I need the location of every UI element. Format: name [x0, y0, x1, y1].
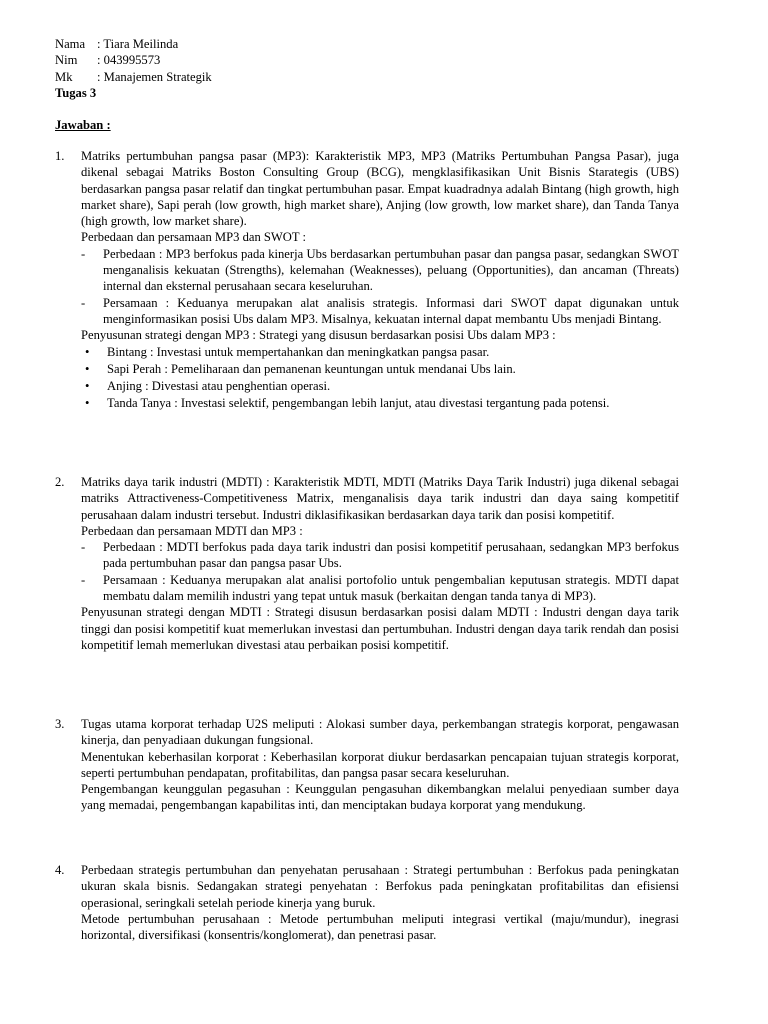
- tugas-title: Tugas 3: [55, 85, 97, 100]
- dash-text: Perbedaan : MDTI berfokus pada daya tarik industri dan posisi kompetitif perusahaan, sedangkan MP3 berfokus pada pertumbuhan pasar dan pangsa pasar Ubs.: [103, 540, 679, 571]
- bullet-dot-icon: •: [85, 361, 90, 376]
- item-number: 3.: [55, 717, 65, 731]
- item-number: 2.: [55, 475, 65, 489]
- nama-label: Nama: [55, 37, 86, 51]
- paragraph: Menentukan keberhasilan korporat : Keberhasilan korporat diukur berdasarkan pencapaian tujuan strategis korporat, seperti pertumbuhan pendapatan, profitabilitas, dan pangsa pasar secara keseluruhan.: [81, 749, 679, 780]
- mk-row: [55, 69, 212, 85]
- student-header: [55, 36, 212, 101]
- dash-marker: -: [81, 246, 86, 261]
- bullet-list: [81, 344, 679, 412]
- nim-label: Nim: [55, 53, 78, 68]
- dash-item-perbedaan: [81, 246, 679, 295]
- nama-value: : Tiara Meilinda: [97, 37, 179, 51]
- dash-item-persamaan: [81, 295, 679, 328]
- strategy-heading: Penyusunan strategi dengan MP3 : Strategi yang disusun berdasarkan posisi Ubs dalam MP3 :: [81, 328, 556, 343]
- bullet-text: Tanda Tanya : Investasi selektif, pengembangan lebih lanjut, atau divestasi tergantung pada potensi.: [107, 396, 610, 411]
- compare-heading: Perbedaan dan persamaan MDTI dan MP3 :: [81, 523, 303, 538]
- paragraph: Perbedaan strategis pertumbuhan dan penyehatan perusahaan : Strategi pertumbuhan : Berfokus pada peningkatan ukuran skala bisnis. Sedangakan strategi penyehatan : Berfokus pada peningkatan profitabilitas dan efisiensi operasional, seringkali setelah periode kinerja yang buruk.: [81, 863, 679, 910]
- answer-item-2: [55, 474, 679, 653]
- item-body: [81, 148, 679, 412]
- bullet-item: [81, 395, 679, 411]
- bullet-text: Bintang : Investasi untuk mempertahankan dan meningkatkan pangsa pasar.: [107, 344, 490, 359]
- dash-text: Persamaan : Keduanya merupakan alat analisi portofolio untuk pengembalian keputusan strategis. MDTI dapat membatu dalam memilih industri yang tepat untuk masuk (berkaitan dengan tanda tanya di MP3).: [103, 572, 679, 604]
- item-intro: Matriks pertumbuhan pangsa pasar (MP3): Karakteristik MP3, MP3 (Matriks Pertumbuhan Pangsa Pasar), juga dikenal sebagai Matriks Boston Consulting Group (BCG), mengklasifikasikan Unit Bisnis Starategis (UBS) berdasarkan pangsa pasar relatif dan tingkat pertumbuhan pasar. Empat kuadradnya adalah Bintang (high growth, high market share), Sapi perah (low growth, high market share), Anjing (low growth, low market share), dan Tanda Tanya (high growth, low market share).: [81, 149, 679, 229]
- dash-text: Persamaan : Keduanya merupakan alat analisis strategis. Informasi dari SWOT dapat digunakan untuk menginformasikan posisi Ubs dalam MP3. Misalnya, kekuatan internal dapat membantu Ubs menjadi Bintang.: [103, 295, 679, 326]
- bullet-text: Sapi Perah : Pemeliharaan dan pemanenan keuntungan untuk mendanai Ubs lain.: [107, 361, 516, 376]
- answer-item-1: [55, 148, 679, 413]
- bullet-dot-icon: •: [85, 396, 90, 411]
- item-intro: Matriks daya tarik industri (MDTI) : Karakteristik MDTI, MDTI (Matriks Daya Tarik Industri) juga dikenal sebagai matriks Attractiveness-Competitiveness Matrix, menganalisis daya tarik industri dan daya saing kompetitif perusahaan dalam industri tersebut. Industri diklasifikasikan berdasarkan daya tarik dan posisi kompetitif.: [81, 475, 679, 522]
- mk-label: Mk: [55, 69, 73, 84]
- nama-row: [55, 36, 212, 52]
- bullet-dot-icon: •: [85, 379, 90, 394]
- bullet-item: [81, 378, 679, 394]
- paragraph: Pengembangan keunggulan pegasuhan : Keunggulan pengasuhan dikembangkan melalui penyediaan sumber daya yang memadai, pengembangan kapabilitas inti, dan menciptakan budaya korporat yang mendukung.: [81, 782, 679, 813]
- item-body: [81, 716, 679, 814]
- jawaban-heading: Jawaban :: [55, 118, 111, 132]
- answer-item-4: [55, 862, 679, 943]
- bullet-item: [81, 344, 679, 360]
- paragraph: Tugas utama korporat terhadap U2S meliputi : Alokasi sumber daya, perkembangan strategis korporat, pengawasan kinerja, dan penyadiaan dukungan fungsional.: [81, 717, 679, 748]
- bullet-text: Anjing : Divestasi atau penghentian operasi.: [107, 379, 331, 394]
- dash-marker: -: [81, 295, 86, 310]
- answer-item-3: [55, 716, 679, 814]
- compare-heading: Perbedaan dan persamaan MP3 dan SWOT :: [81, 230, 306, 245]
- nim-value: : 043995573: [97, 53, 161, 68]
- dash-marker: -: [81, 572, 86, 587]
- nim-row: [55, 52, 212, 68]
- dash-marker: -: [81, 540, 86, 555]
- item-body: [81, 474, 679, 653]
- dash-item-persamaan: [81, 572, 679, 605]
- item-body: [81, 862, 679, 943]
- mk-value: : Manajemen Strategik: [97, 69, 212, 84]
- dash-item-perbedaan: [81, 539, 679, 572]
- bullet-item: [81, 361, 679, 377]
- paragraph: Metode pertumbuhan perusahaan : Metode pertumbuhan meliputi integrasi vertikal (maju/mundur), inegrasi horizontal, diversifikasi (konsentris/konglomerat), dan penetrasi pasar.: [81, 911, 679, 943]
- bullet-dot-icon: •: [85, 344, 90, 359]
- item-number: 1.: [55, 149, 65, 163]
- strategy-paragraph: Penyusunan strategi dengan MDTI : Strategi disusun berdasarkan posisi dalam MDTI : Industri dengan daya tarik tinggi dan posisi kompetitif kuat memerlukan investasi dan pertumbuhan. Industri dengan daya tarik rendah dan posisi kompetitif lemah memerlukan divestasi atau perbaikan posisi kompetitif.: [81, 605, 679, 652]
- item-number: 4.: [55, 863, 65, 877]
- dash-text: Perbedaan : MP3 berfokus pada kinerja Ubs berdasarkan pertumbuhan pasar dan pangsa pasar, sedangkan SWOT menganalisis kekuatan (Strengths), kelemahan (Weaknesses), peluang (Opportunities), dan ancaman (Threats) internal dan eksternal perusahaan secara keseluruhan.: [103, 246, 679, 294]
